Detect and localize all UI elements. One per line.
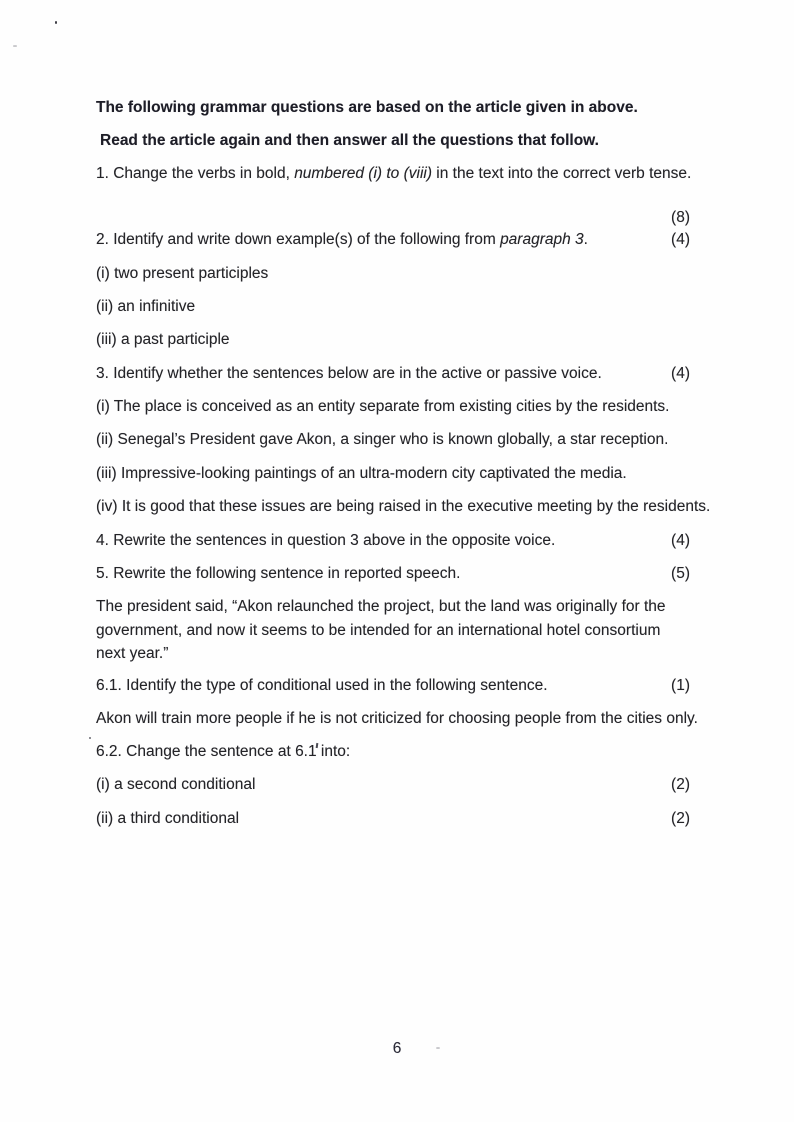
question-3-sentence-text: (iv) It is good that these issues are being raised in the executive meeting by the residents. [96,498,711,515]
question-6-2 [96,741,690,763]
question-4-text: 4. Rewrite the sentences in question 3 above in the opposite voice. [96,532,556,549]
question-6-2-item-marks: (2) [671,776,690,793]
question-1-marks: (8) [671,209,690,226]
question-5-quote: The president said, “Akon relaunched the project, but the land was originally for the government, and now it seems to be intended for an international hotel consortium next year.” [96,598,666,662]
question-3-sentence-i [96,396,690,418]
question-3-sentence-text: (i) The place is conceived as an entity separate from existing cities by the residents. [96,398,670,415]
intro-line-2 [96,130,690,152]
question-2 [96,229,690,251]
question-6-2-item-ii [96,808,690,830]
question-6-1 [96,675,690,697]
intro-line-1 [96,97,690,119]
question-3-sentence-iv [96,496,711,518]
question-3-sentence-iii [96,463,690,485]
question-2-item-text: (i) two present participles [96,265,269,282]
question-4-marks: (4) [671,532,690,549]
question-4 [96,530,690,552]
scan-speck [89,737,91,739]
question-3-sentence-text: (ii) Senegal’s President gave Akon, a singer who is known globally, a star reception. [96,431,669,448]
question-6-1-marks: (1) [671,677,690,694]
question-2-item-text: (ii) an infinitive [96,298,196,315]
question-1-post: in the text into the correct verb tense. [432,165,692,182]
question-6-1-sentence-text: Akon will train more people if he is not criticized for choosing people from the cities only. [96,710,698,727]
question-6-2-item-marks: (2) [671,810,690,827]
question-6-2-text: 6.2. Change the sentence at 6.1 into: [96,743,351,760]
question-2-item-i [96,263,690,285]
question-6-2-item-i [96,774,690,796]
question-2-text [96,229,588,251]
intro-text-2: Read the article again and then answer all the questions that follow. [100,132,599,149]
question-3-sentence-text: (iii) Impressive-looking paintings of an ultra-modern city captivated the media. [96,465,627,482]
question-5-text: 5. Rewrite the following sentence in reported speech. [96,565,461,582]
question-5-marks: (5) [671,565,690,582]
question-2-marks: (4) [671,231,690,248]
question-1 [96,163,690,185]
scan-speck [55,21,57,24]
question-3-marks: (4) [671,365,690,382]
question-2-post: . [583,231,588,248]
scan-speck [13,45,17,47]
intro-text-1: The following grammar questions are based on the article given in above. [96,99,638,116]
question-6-2-item-text: (i) a second conditional [96,776,256,793]
question-6-1-sentence [96,708,698,730]
question-1-italic: numbered (i) to (viii) [294,165,432,182]
question-2-italic: paragraph 3 [500,231,584,248]
question-5 [96,563,690,585]
question-1-text [96,163,691,185]
question-3-text: 3. Identify whether the sentences below are in the active or passive voice. [96,365,602,382]
question-3-sentence-ii [96,429,690,451]
question-2-item-iii [96,329,690,351]
question-6-2-item-text: (ii) a third conditional [96,810,240,827]
question-1-marks-row [96,207,690,229]
question-2-pre: 2. Identify and write down example(s) of the following from [96,231,501,248]
page-number: 6 [392,1040,402,1057]
question-2-item-ii [96,296,690,318]
question-1-pre: 1. Change the verbs in bold, [96,165,295,182]
question-6-1-text: 6.1. Identify the type of conditional used in the following sentence. [96,677,548,694]
question-2-item-text: (iii) a past participle [96,331,230,348]
question-3 [96,363,690,385]
